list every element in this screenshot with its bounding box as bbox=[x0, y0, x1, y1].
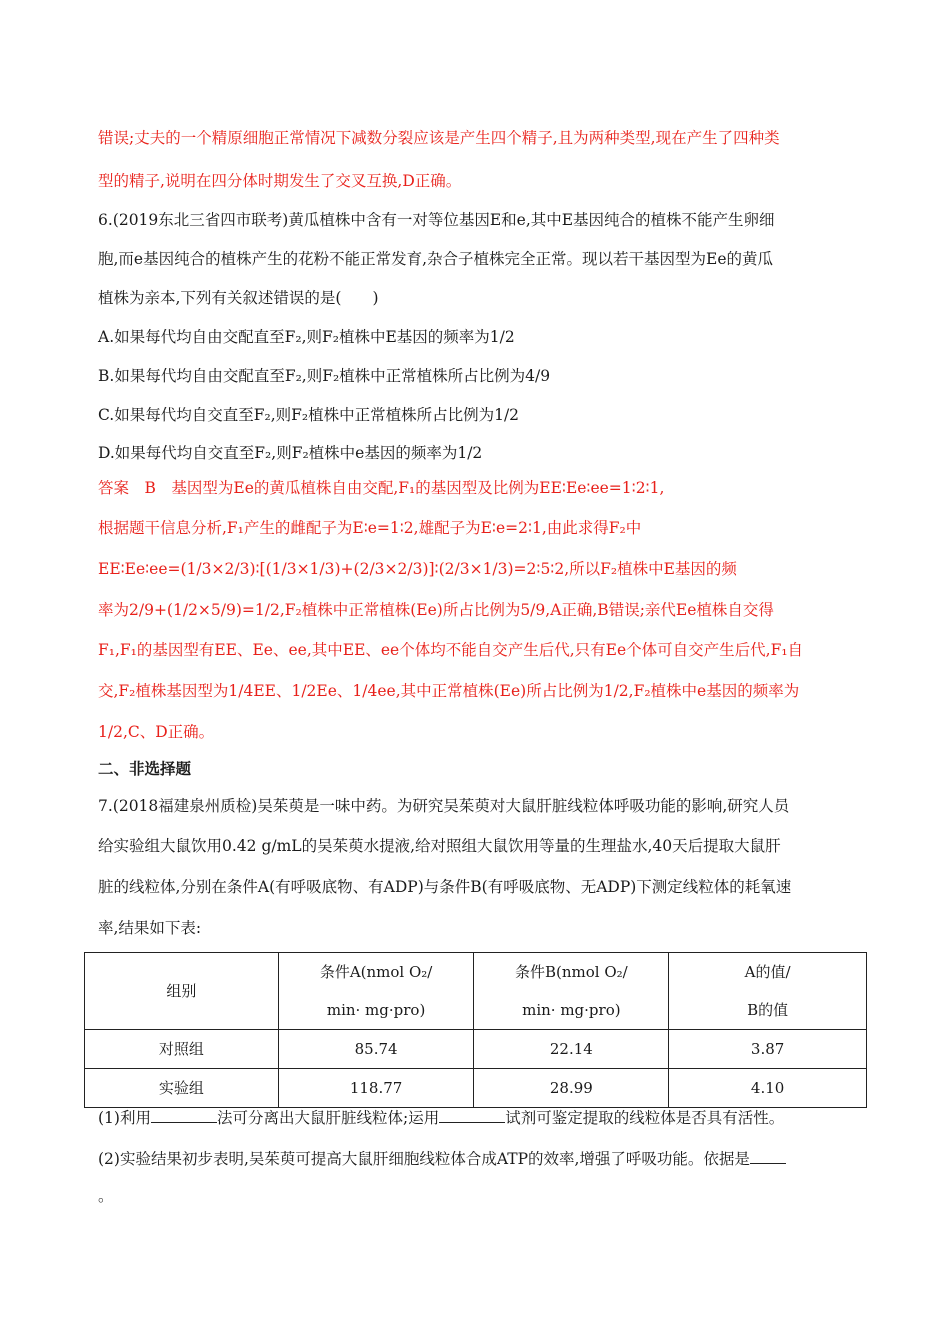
answer-line: 答案 B 基因型为Ee的黄瓜植株自由交配,F₁的基因型及比例为EE∶Ee∶ee=1∶2∶1, bbox=[98, 479, 665, 497]
table-row bbox=[85, 1030, 867, 1069]
cell-group: 对照组 bbox=[85, 1030, 279, 1069]
answer-blank[interactable] bbox=[750, 1149, 786, 1164]
section-heading: 二、非选择题 bbox=[98, 760, 192, 778]
answer-blank[interactable] bbox=[151, 1108, 217, 1123]
header-condition-b bbox=[474, 953, 669, 1030]
header-ratio bbox=[669, 953, 867, 1030]
cell-ratio: 4.10 bbox=[669, 1069, 867, 1108]
question-7-stem: 脏的线粒体,分别在条件A(有呼吸底物、有ADP)与条件B(有呼吸底物、无ADP)下测定线粒体的耗氧速 bbox=[98, 878, 792, 896]
cell-condition-b: 22.14 bbox=[474, 1030, 669, 1069]
cell-condition-a: 85.74 bbox=[278, 1030, 474, 1069]
cell-condition-a: 118.77 bbox=[278, 1069, 474, 1108]
answer-line: 根据题干信息分析,F₁产生的雌配子为E∶e=1∶2,雄配子为E∶e=2∶1,由此求得F₂中 bbox=[98, 519, 642, 537]
question-6-stem: 胞,而e基因纯合的植株产生的花粉不能正常发育,杂合子植株完全正常。现以若干基因型为Ee的黄瓜 bbox=[98, 250, 774, 268]
option-d: D.如果每代均自交直至F₂,则F₂植株中e基因的频率为1/2 bbox=[98, 444, 483, 462]
sub-question-1-part3: 试剂可鉴定提取的线粒体是否具有活性。 bbox=[505, 1109, 785, 1127]
answer-blank[interactable] bbox=[439, 1108, 505, 1123]
cell-condition-b: 28.99 bbox=[474, 1069, 669, 1108]
table-header-row bbox=[85, 953, 867, 1030]
prev-answer-line: 错误;丈夫的一个精原细胞正常情况下减数分裂应该是产生四个精子,且为两种类型,现在产生了四种类 bbox=[98, 129, 780, 147]
answer-line: F₁,F₁的基因型有EE、Ee、ee,其中EE、ee个体均不能自交产生后代,只有Ee个体可自交产生后代,F₁自 bbox=[98, 641, 804, 659]
header-condition-a bbox=[278, 953, 474, 1030]
answer-line: 率为2/9+(1/2×5/9)=1/2,F₂植株中正常植株(Ee)所占比例为5/9,A正确,B错误;亲代Ee植株自交得 bbox=[98, 601, 774, 619]
option-b: B.如果每代均自由交配直至F₂,则F₂植株中正常植株所占比例为4/9 bbox=[98, 367, 551, 385]
question-6-stem: 6.(2019东北三省四市联考)黄瓜植株中含有一对等位基因E和e,其中E基因纯合的植株不能产生卵细 bbox=[98, 211, 775, 229]
answer-line: 1/2,C、D正确。 bbox=[98, 723, 215, 741]
option-a: A.如果每代均自由交配直至F₂,则F₂植株中E基因的频率为1/2 bbox=[98, 328, 515, 346]
cell-group: 实验组 bbox=[85, 1069, 279, 1108]
header-ratio-line2: B的值 bbox=[747, 1001, 789, 1019]
sub-question-2-end: 。 bbox=[98, 1187, 114, 1205]
table-row bbox=[85, 1069, 867, 1108]
header-condition-b-line1: 条件B(nmol O₂/ bbox=[514, 963, 628, 981]
header-condition-b-line2: min· mg·pro) bbox=[522, 1001, 621, 1019]
cell-ratio: 3.87 bbox=[669, 1030, 867, 1069]
header-group: 组别 bbox=[85, 953, 279, 1030]
header-condition-a-line1: 条件A(nmol O₂/ bbox=[319, 963, 433, 981]
header-ratio-line1: A的值/ bbox=[744, 963, 791, 981]
sub-question-1-part1: (1)利用 bbox=[98, 1109, 151, 1127]
question-7-stem: 率,结果如下表: bbox=[98, 919, 202, 937]
sub-question-1 bbox=[98, 1108, 784, 1128]
sub-question-2-text: (2)实验结果初步表明,吴茱萸可提高大鼠肝细胞线粒体合成ATP的效率,增强了呼吸功能。依据是 bbox=[98, 1150, 750, 1168]
question-7-stem: 给实验组大鼠饮用0.42 g/mL的吴茱萸水提液,给对照组大鼠饮用等量的生理盐水,40天后提取大鼠肝 bbox=[98, 837, 781, 855]
results-table bbox=[84, 952, 867, 1108]
prev-answer-line: 型的精子,说明在四分体时期发生了交叉互换,D正确。 bbox=[98, 172, 462, 190]
answer-line: EE∶Ee∶ee=(1/3×2/3)∶[(1/3×1/3)+(2/3×2/3)]∶(2/3×1/3)=2∶5∶2,所以F₂植株中E基因的频 bbox=[98, 560, 737, 578]
question-6-stem: 植株为亲本,下列有关叙述错误的是( ) bbox=[98, 289, 379, 307]
sub-question-1-part2: 法可分离出大鼠肝脏线粒体;运用 bbox=[216, 1109, 440, 1127]
option-c: C.如果每代均自交直至F₂,则F₂植株中正常植株所占比例为1/2 bbox=[98, 406, 520, 424]
sub-question-2 bbox=[98, 1149, 786, 1169]
header-condition-a-line2: min· mg·pro) bbox=[326, 1001, 426, 1019]
answer-line: 交,F₂植株基因型为1/4EE、1/2Ee、1/4ee,其中正常植株(Ee)所占比例为1/2,F₂植株中e基因的频率为 bbox=[98, 682, 800, 700]
question-7-stem: 7.(2018福建泉州质检)吴茱萸是一味中药。为研究吴茱萸对大鼠肝脏线粒体呼吸功能的影响,研究人员 bbox=[98, 797, 790, 815]
